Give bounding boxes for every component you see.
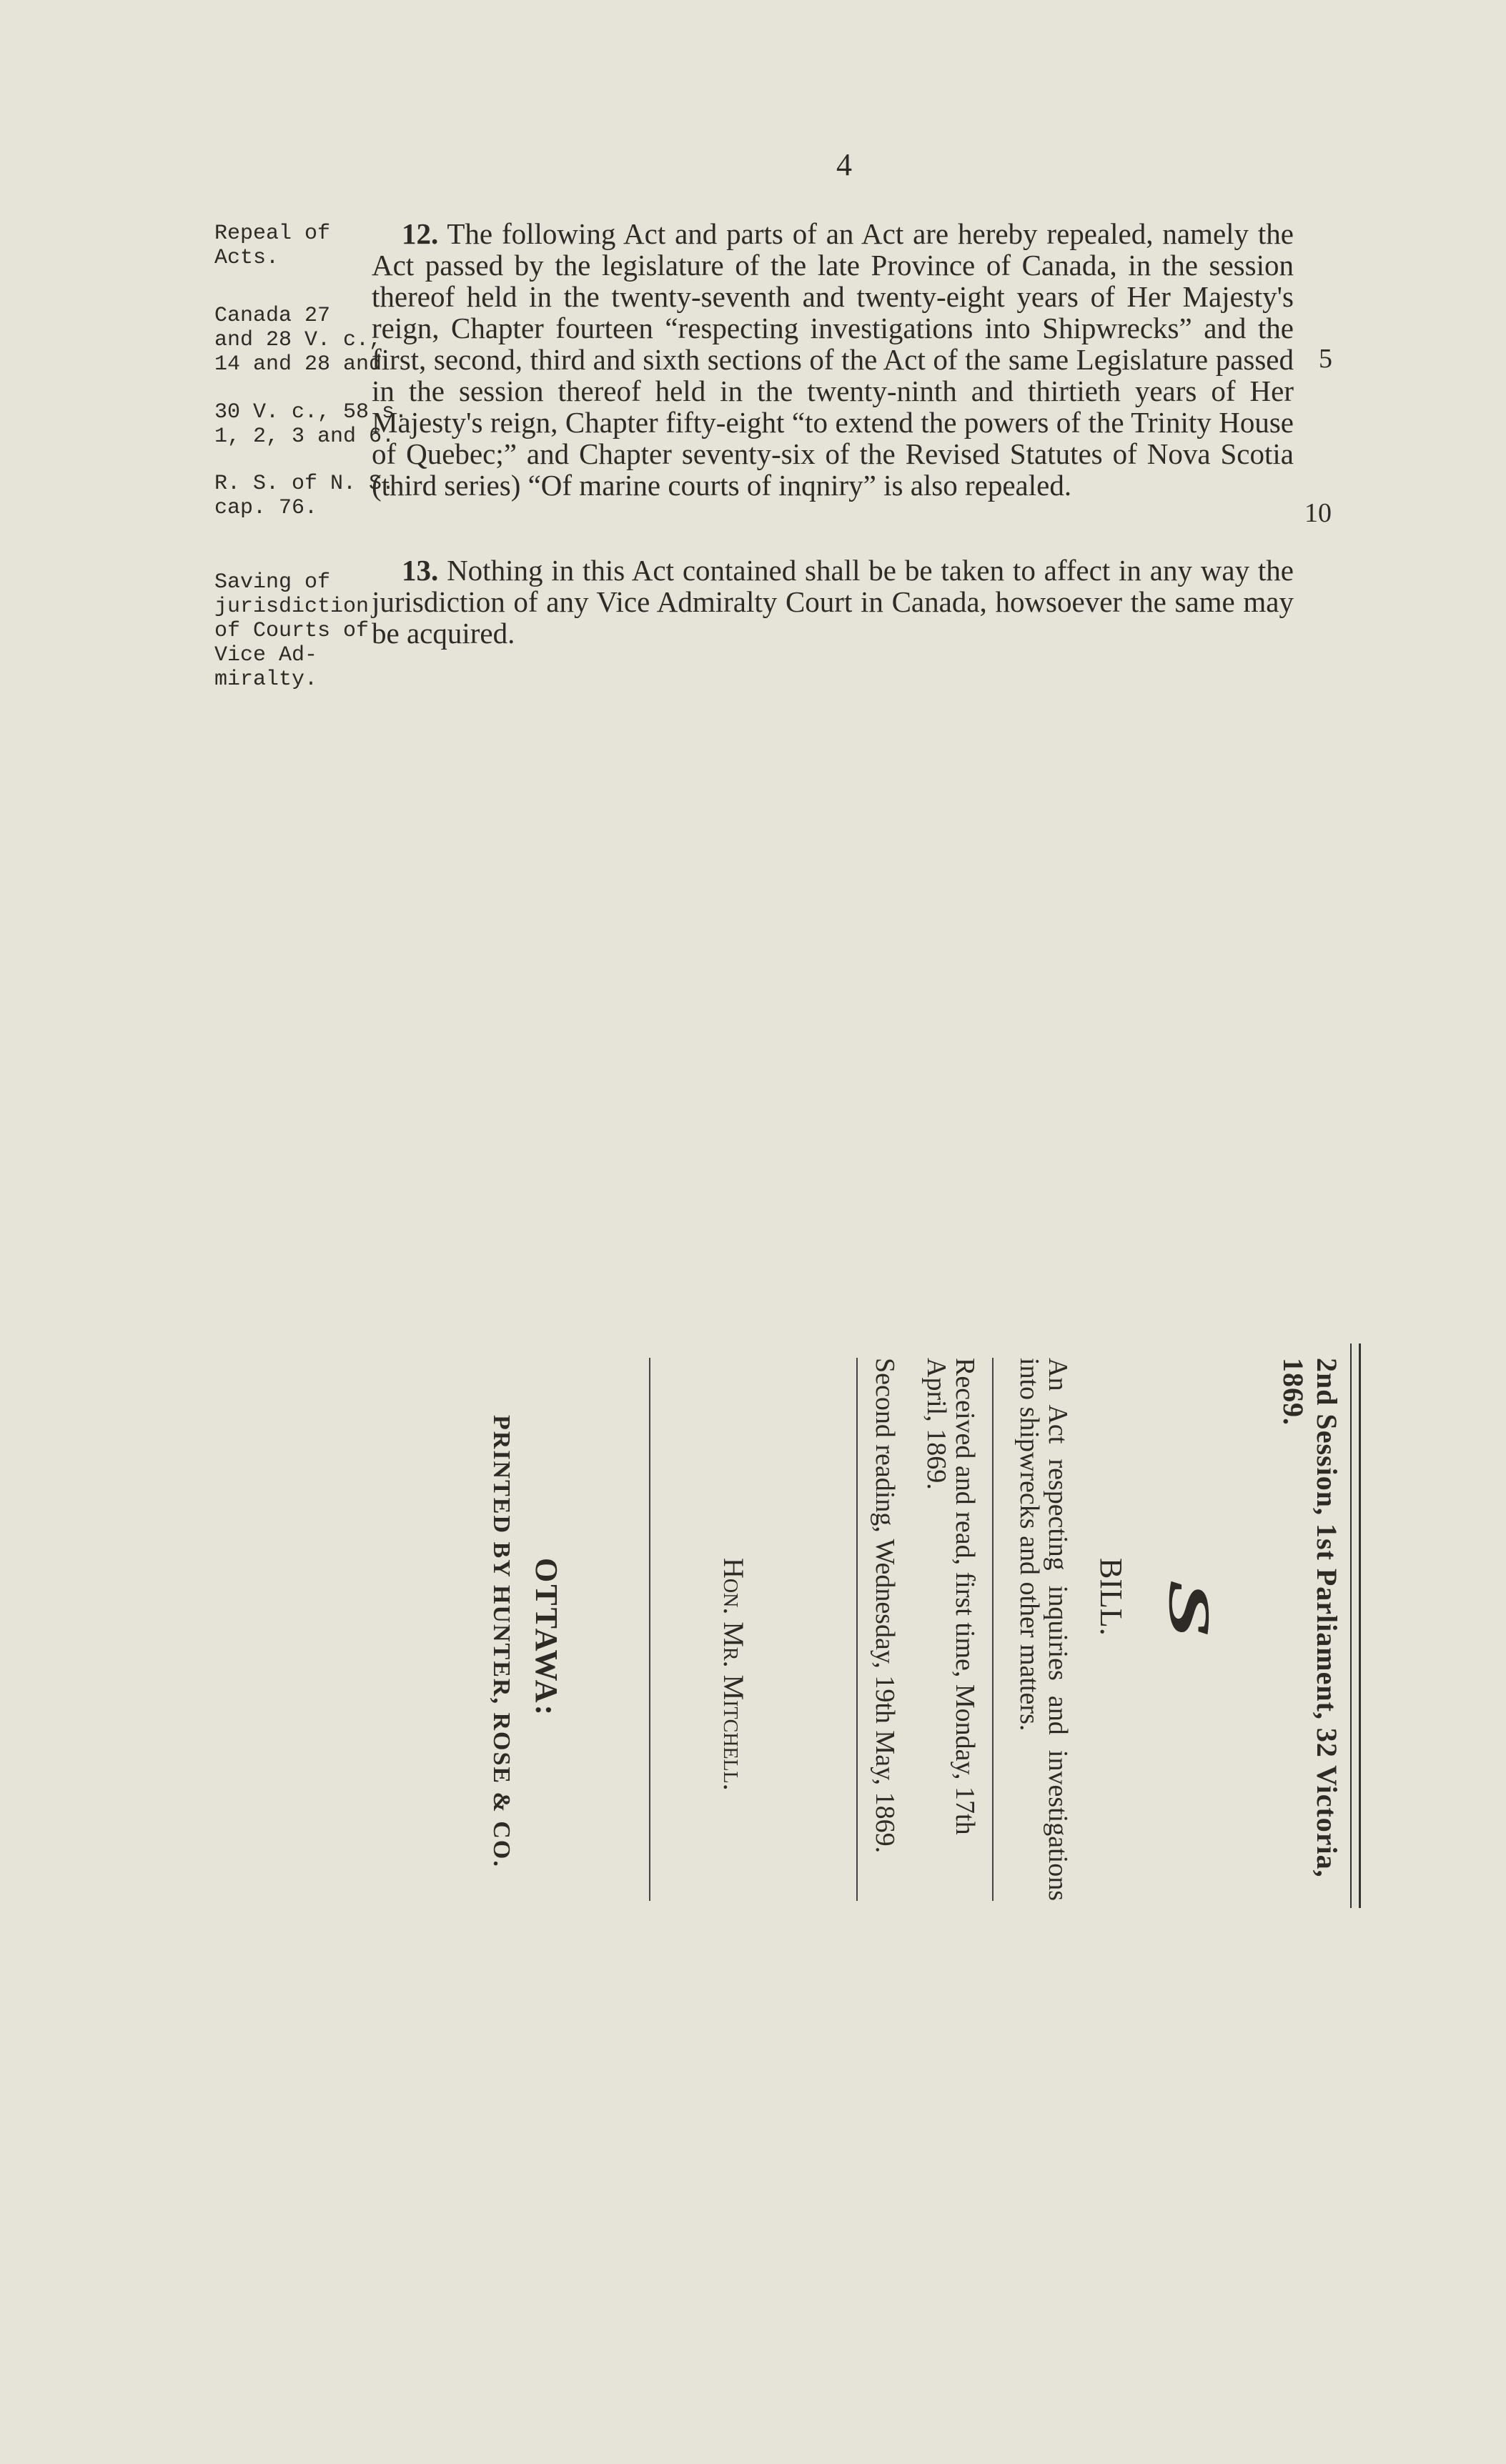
divider-rule — [992, 1358, 994, 1901]
printer-name: PRINTED BY HUNTER, ROSE & CO. — [488, 1415, 515, 1868]
section-13 — [372, 555, 1294, 649]
bill-title: An Act respecting inquiries and investigations into shipwrecks and other matters. — [1014, 1358, 1073, 1901]
printer-city: OTTAWA: — [529, 1558, 564, 1718]
section-13-number: 13. — [402, 554, 439, 587]
divider-rule — [649, 1358, 650, 1901]
section-12-text: The following Act and parts of an Act are hereby repealed, namely the Act passed by the legislature of the late Province of Canada, in the session thereof held in the twenty-seventh and twenty-eight years of Her Majesty's reign, Chapter fourteen “respecting investigations into Shipwrecks” and the first, second, third and sixth sections of the Act of the same Legislature passed in the session thereof held in the twenty-ninth and thirtieth years of Her Majesty's reign, Chapter fifty-eight “to extend the powers of the Trinity House of Quebec;” and Chapter seventy-six of the Revised Statutes of Nova Scotia (third series) “Of marine courts of inqniry” is also repealed. — [372, 217, 1294, 502]
line-number-10: 10 — [1304, 498, 1332, 528]
second-reading: Second reading, Wednesday, 19th May, 1869. — [870, 1358, 900, 1854]
bill-number: S — [1156, 1579, 1222, 1639]
sponsor: Hon. Mr. Mitchell. — [718, 1558, 750, 1791]
divider-rule — [856, 1358, 858, 1901]
margin-note-rs-ns: R. S. of N. S. cap. 76. — [214, 472, 395, 520]
section-12 — [372, 218, 1294, 501]
session-title: 2nd Session, 1st Parliament, 32 Victoria, 1869. — [1277, 1358, 1343, 1878]
margin-note-repeal: Repeal of Acts. — [214, 222, 331, 270]
bill-label: BILL. — [1094, 1558, 1129, 1636]
page-number: 4 — [836, 147, 852, 182]
margin-note-30-v: 30 V. c., 58 s. 1, 2, 3 and 6. — [214, 400, 408, 449]
double-rule — [1350, 1343, 1361, 1908]
margin-note-saving: Saving of jurisdiction of Courts of Vice Ad- miralty. — [214, 570, 370, 692]
section-13-text: Nothing in this Act contained shall be be taken to affect in any way the jurisdiction of any Vice Admiralty Court in Canada, howsoever the same may be acquired. — [372, 554, 1294, 650]
first-reading: Received and read, first time, Monday, 17th April, 1869. — [921, 1358, 980, 1835]
section-12-number: 12. — [402, 217, 439, 250]
line-number-5: 5 — [1319, 344, 1332, 374]
back-cover — [193, 1343, 1365, 1915]
back-cover-rotated — [193, 1343, 1365, 1915]
margin-note-canada-act: Canada 27 and 28 V. c., 14 and 28 and — [214, 304, 382, 377]
